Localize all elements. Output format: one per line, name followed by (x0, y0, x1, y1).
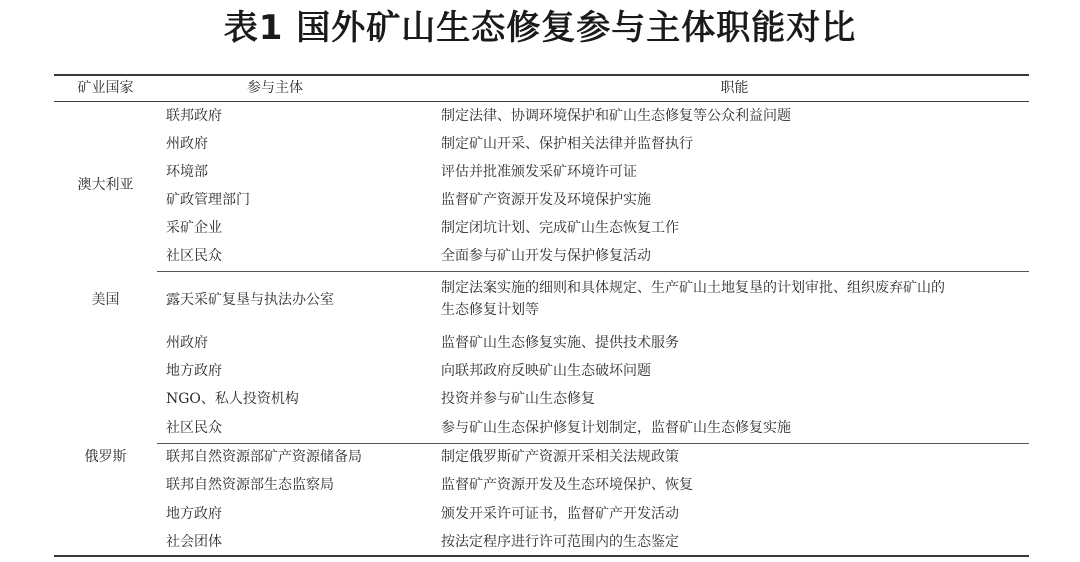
table-title: 表1 国外矿山生态修复参与主体职能对比 (223, 8, 857, 48)
row-subject: 州政府 (166, 335, 208, 351)
row-function-line-1: 制定法案实施的细则和具体规定、生产矿山土地复垦的计划审批、组织废弃矿山的 (441, 280, 945, 296)
row-function: 参与矿山生态保护修复计划制定，监督矿山生态修复实施 (441, 420, 791, 436)
country-australia: 澳大利亚 (77, 177, 134, 193)
row-subject: 联邦自然资源部矿产资源储备局 (166, 449, 362, 465)
row-function: 制定俄罗斯矿产资源开采相关法规政策 (441, 449, 679, 465)
row-function (441, 277, 1029, 321)
row-function: 制定闭坑计划、完成矿山生态恢复工作 (441, 220, 679, 236)
row-function-line-2: 生态修复计划等 (441, 302, 539, 318)
group-divider-usa-russia (157, 443, 1029, 444)
row-subject: 社区民众 (166, 420, 222, 436)
row-function: 按法定程序进行许可范围内的生态鉴定 (441, 534, 679, 550)
table-header-rule (54, 101, 1029, 102)
row-function: 全面参与矿山开发与保护修复活动 (441, 248, 651, 264)
row-subject: 矿政管理部门 (166, 192, 250, 208)
row-subject: 地方政府 (166, 363, 222, 379)
table-bottom-rule (54, 555, 1029, 557)
row-subject: 露天采矿复垦与执法办公室 (166, 292, 334, 308)
row-function: 监督矿产资源开发及生态环境保护、恢复 (441, 477, 693, 493)
row-function: 监督矿产资源开发及环境保护实施 (441, 192, 651, 208)
row-subject: 联邦政府 (166, 108, 222, 124)
country-russia: 俄罗斯 (84, 449, 127, 465)
row-subject: 社区民众 (166, 248, 222, 264)
row-function: 制定矿山开采、保护相关法律并监督执行 (441, 136, 693, 152)
header-function: 职能 (720, 80, 749, 96)
header-subject: 参与主体 (247, 80, 303, 96)
row-subject: 环境部 (166, 164, 208, 180)
row-subject: 地方政府 (166, 506, 222, 522)
row-subject: 采矿企业 (166, 220, 222, 236)
row-subject: 社会团体 (166, 534, 222, 550)
row-function: 投资并参与矿山生态修复 (441, 391, 595, 407)
table-top-rule (54, 74, 1029, 76)
row-function: 评估并批准颁发采矿环境许可证 (441, 164, 637, 180)
row-function: 制定法律、协调环境保护和矿山生态修复等公众利益问题 (441, 108, 791, 124)
row-subject: NGO、私人投资机构 (166, 391, 299, 407)
row-subject: 州政府 (166, 136, 208, 152)
row-function: 向联邦政府反映矿山生态破坏问题 (441, 363, 651, 379)
group-divider-australia-usa (157, 271, 1029, 272)
row-function: 颁发开采许可证书，监督矿产开发活动 (441, 506, 679, 522)
header-country: 矿业国家 (77, 80, 134, 96)
row-subject: 联邦自然资源部生态监察局 (166, 477, 334, 493)
row-function: 监督矿山生态修复实施、提供技术服务 (441, 335, 679, 351)
country-usa: 美国 (91, 292, 120, 308)
